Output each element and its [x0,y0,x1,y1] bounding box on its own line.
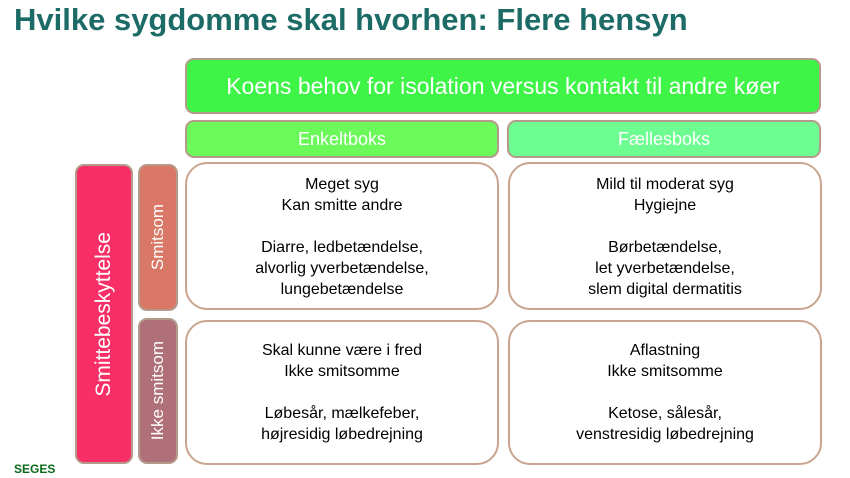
cell-smitsom-enkeltboks [185,162,499,310]
cell-example: slem digital dermatitis [588,281,742,298]
cell-example: Ketose, sålesår, [608,405,722,422]
row-header-ikke-smitsom [138,318,178,464]
slide-title: Hvilke sygdomme skal hvorhen: Flere hensyn [14,2,688,37]
row-header-text: Ikke smitsom [148,341,167,441]
cell-example: venstresidig løbedrejning [576,426,754,443]
column-header-faellesboks: Fællesboks [507,120,821,158]
cell-line: Aflastning [629,342,701,359]
row-group-label [75,164,133,464]
cell-example: alvorlig yverbetændelse, [255,260,429,277]
cell-smitsom-faellesboks [508,162,822,310]
cell-line: Meget syg [305,176,379,193]
cell-example: lungebetændelse [280,281,404,298]
cell-ikke-smitsom-enkeltboks [185,320,499,465]
row-header-text: Smitsom [148,204,167,271]
cell-example: let yverbetændelse, [595,260,735,277]
cell-example: Diarre, ledbetændelse, [261,239,423,256]
cell-example: Børbetændelse, [608,239,722,256]
cell-example: højresidig løbedrejning [261,426,423,443]
cell-line: Kan smitte andre [281,197,403,214]
header-box: Koens behov for isolation versus kontakt til andre køer [185,58,821,114]
cell-example: Løbesår, mælkefeber, [264,405,420,422]
cell-line: Ikke smitsomme [607,363,723,380]
row-group-text: Smittebeskyttelse [92,231,115,397]
cell-line: Mild til moderat syg [596,176,734,193]
cell-line: Ikke smitsomme [284,363,400,380]
row-header-smitsom [138,164,178,311]
cell-ikke-smitsom-faellesboks [508,320,822,465]
cell-line: Skal kunne være i fred [261,342,423,359]
column-header-enkeltboks: Enkeltboks [185,120,499,158]
seges-logo: SEGES [14,462,56,476]
cell-line: Hygiejne [633,197,697,214]
